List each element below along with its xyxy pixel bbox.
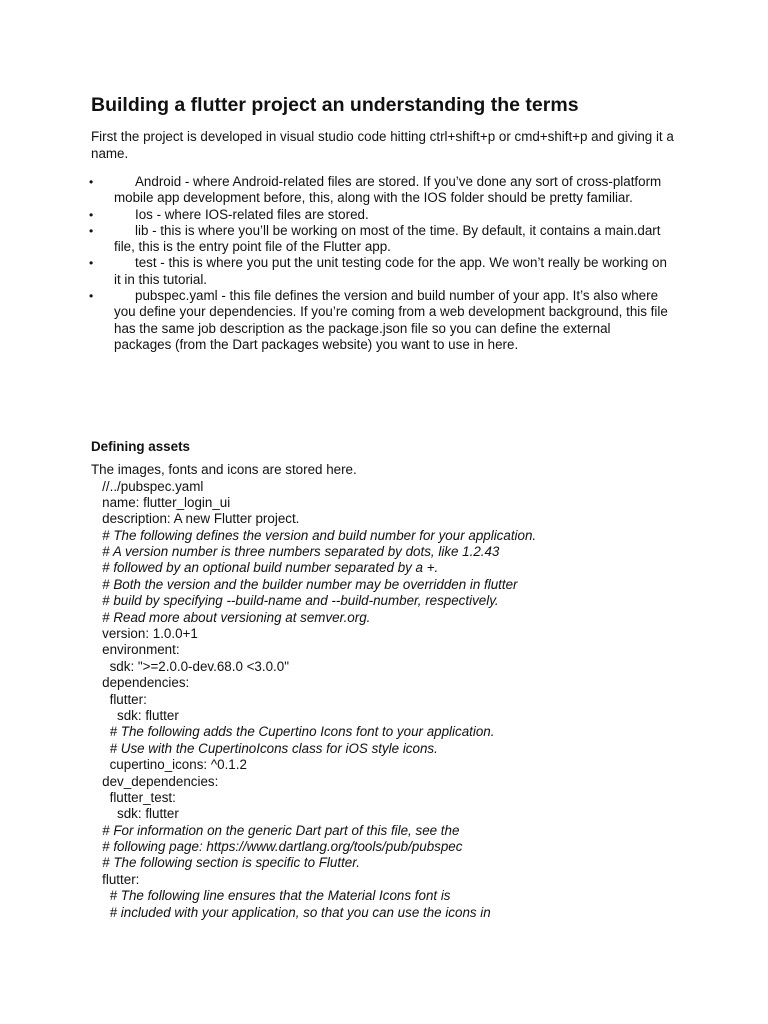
list-item-text: pubspec.yaml - this file defines the version and build number of your app. It’s also where you define your dependencies. If you’re coming from a web development background, this file has the same job description as the package.json file so you can define the external packages (from the Dart packages website) you want to use in here.: [114, 288, 668, 352]
code-comment-line: # Read more about versioning at semver.org.: [91, 609, 371, 625]
bullet-icon: •: [89, 223, 94, 238]
list-item: [91, 223, 671, 256]
list-item-text: test - this is where you put the unit testing code for the app. We won’t really be working on it in this tutorial.: [114, 255, 667, 287]
code-line: flutter_test:: [91, 789, 176, 805]
code-line: //../pubspec.yaml: [91, 478, 204, 494]
code-line: dev_dependencies:: [91, 773, 219, 789]
code-line: cupertino_icons: ^0.1.2: [91, 757, 247, 773]
code-comment-line: # The following section is specific to Flutter.: [91, 855, 360, 871]
code-line: description: A new Flutter project.: [91, 511, 300, 527]
code-comment-line: # The following defines the version and build number for your application.: [91, 527, 537, 543]
folder-list: [91, 174, 671, 353]
code-comment-line: # included with your application, so that you can use the icons in: [91, 904, 491, 920]
list-item-text: Ios - where IOS-related files are stored.: [135, 206, 369, 222]
bullet-icon: •: [89, 207, 94, 222]
list-item: [91, 288, 671, 353]
bullet-icon: •: [89, 256, 94, 271]
code-line: sdk: flutter: [91, 707, 179, 723]
code-comment-line: # Both the version and the builder number may be overridden in flutter: [91, 576, 518, 592]
intro-paragraph: First the project is developed in visual studio code hitting ctrl+shift+p or cmd+shift+p and giving it a name.: [91, 129, 674, 161]
code-comment-line: # Use with the CupertinoIcons class for iOS style icons.: [91, 740, 438, 756]
code-line: sdk: ">=2.0.0-dev.68.0 <3.0.0": [91, 658, 289, 674]
code-line: environment:: [91, 642, 180, 658]
list-item-text: lib - this is where you’ll be working on most of the time. By default, it contains a main.dart file, this is the entry point file of the Flutter app.: [114, 222, 661, 255]
list-item-text: Android - where Android-related files are stored. If you’ve done any sort of cross-platform mobile app development before, this, along with the IOS folder should be pretty familiar.: [114, 174, 662, 206]
list-item: [91, 207, 671, 223]
code-comment-line: # The following adds the Cupertino Icons font to your application.: [91, 724, 495, 740]
list-item: [91, 174, 671, 207]
code-comment-line: # followed by an optional build number separated by a +.: [91, 560, 439, 576]
code-comment-line: # A version number is three numbers separated by dots, like 1.2.43: [91, 544, 500, 560]
bullet-icon: •: [89, 289, 94, 304]
code-comment-line: # For information on the generic Dart part of this file, see the: [91, 822, 460, 838]
section-heading: Defining assets: [91, 439, 190, 454]
code-comment-line: # The following line ensures that the Material Icons font is: [91, 888, 451, 904]
code-comment-line: # build by specifying --build-name and --build-number, respectively.: [91, 593, 499, 609]
code-line: name: flutter_login_ui: [91, 494, 231, 510]
code-line: dependencies:: [91, 675, 190, 691]
page-title: Building a flutter project an understanding the terms: [91, 94, 579, 116]
code-line: sdk: flutter: [91, 806, 179, 822]
code-line: version: 1.0.0+1: [91, 626, 198, 642]
code-comment-line: # following page: https://www.dartlang.org/tools/pub/pubspec: [91, 839, 463, 855]
code-line: flutter:: [91, 871, 140, 887]
assets-intro: The images, fonts and icons are stored here.: [91, 462, 357, 477]
code-line: flutter:: [91, 691, 147, 707]
bullet-icon: •: [89, 175, 94, 189]
pubspec-code-block: [91, 479, 536, 922]
list-item: [91, 255, 671, 288]
